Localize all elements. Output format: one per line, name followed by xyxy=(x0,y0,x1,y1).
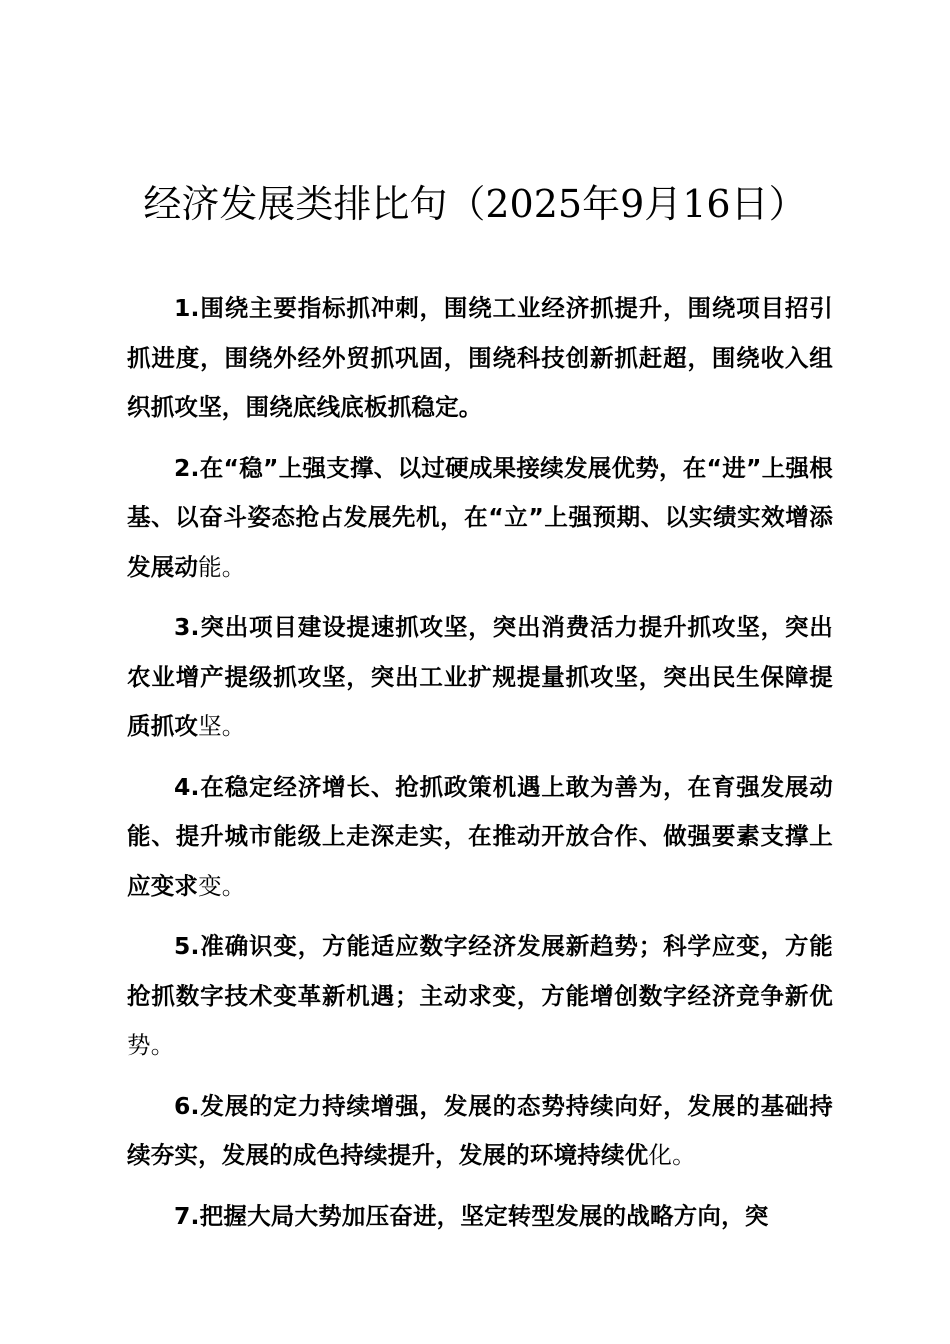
paragraph-text: 1.围绕主要指标抓冲刺，围绕工业经济抓提升，围绕项目招引抓进度，围绕外经外贸抓巩固，围绕科技创新抓赶超，围绕收入组织抓攻坚，围绕底线底板抓稳定。 xyxy=(127,294,833,421)
paragraph-tail: 能。 xyxy=(198,552,246,581)
paragraph-6 xyxy=(127,1082,833,1181)
paragraph-text: 2.在“稳”上强支撑、以过硬成果接续发展优势，在“进”上强根基、以奋斗姿态抢占发展先机，在“立”上强预期、以实绩实效增添发展动 xyxy=(127,453,833,581)
paragraph-tail: 变。 xyxy=(198,871,246,900)
paragraph-5 xyxy=(127,922,833,1071)
paragraph-1 xyxy=(127,284,833,433)
paragraph-tail: 势。 xyxy=(127,1031,175,1059)
paragraph-tail: 坚。 xyxy=(198,712,246,740)
paragraph-text: 6.发展的定力持续增强，发展的态势持续向好，发展的基础持续夯实，发展的成色持续提升，发展的环境持续优 xyxy=(127,1091,833,1169)
paragraph-2 xyxy=(127,444,833,593)
paragraph-4 xyxy=(127,763,833,912)
paragraph-3 xyxy=(127,603,833,752)
paragraph-text: 5.准确识变，方能适应数字经济发展新趋势；科学应变，方能抢抓数字技术变革新机遇；主动求变，方能增创数字经济竞争新优 xyxy=(127,932,833,1010)
paragraph-text: 3.突出项目建设提速抓攻坚，突出消费活力提升抓攻坚，突出农业增产提级抓攻坚，突出工业扩规提量抓攻坚，突出民生保障提质抓攻 xyxy=(127,613,833,740)
document-title: 经济发展类排比句（2025年9月16日） xyxy=(143,182,807,226)
paragraph-text: 7.把握大局大势加压奋进，坚定转型发展的战略方向，突 xyxy=(174,1201,769,1230)
paragraph-text: 4.在稳定经济增长、抢抓政策机遇上敢为善为，在育强发展动能、提升城市能级上走深走实，在推动开放合作、做强要素支撑上应变求 xyxy=(127,772,833,900)
paragraph-tail: 化。 xyxy=(648,1141,696,1169)
paragraph-7 xyxy=(127,1192,833,1242)
document-body xyxy=(127,284,833,1252)
